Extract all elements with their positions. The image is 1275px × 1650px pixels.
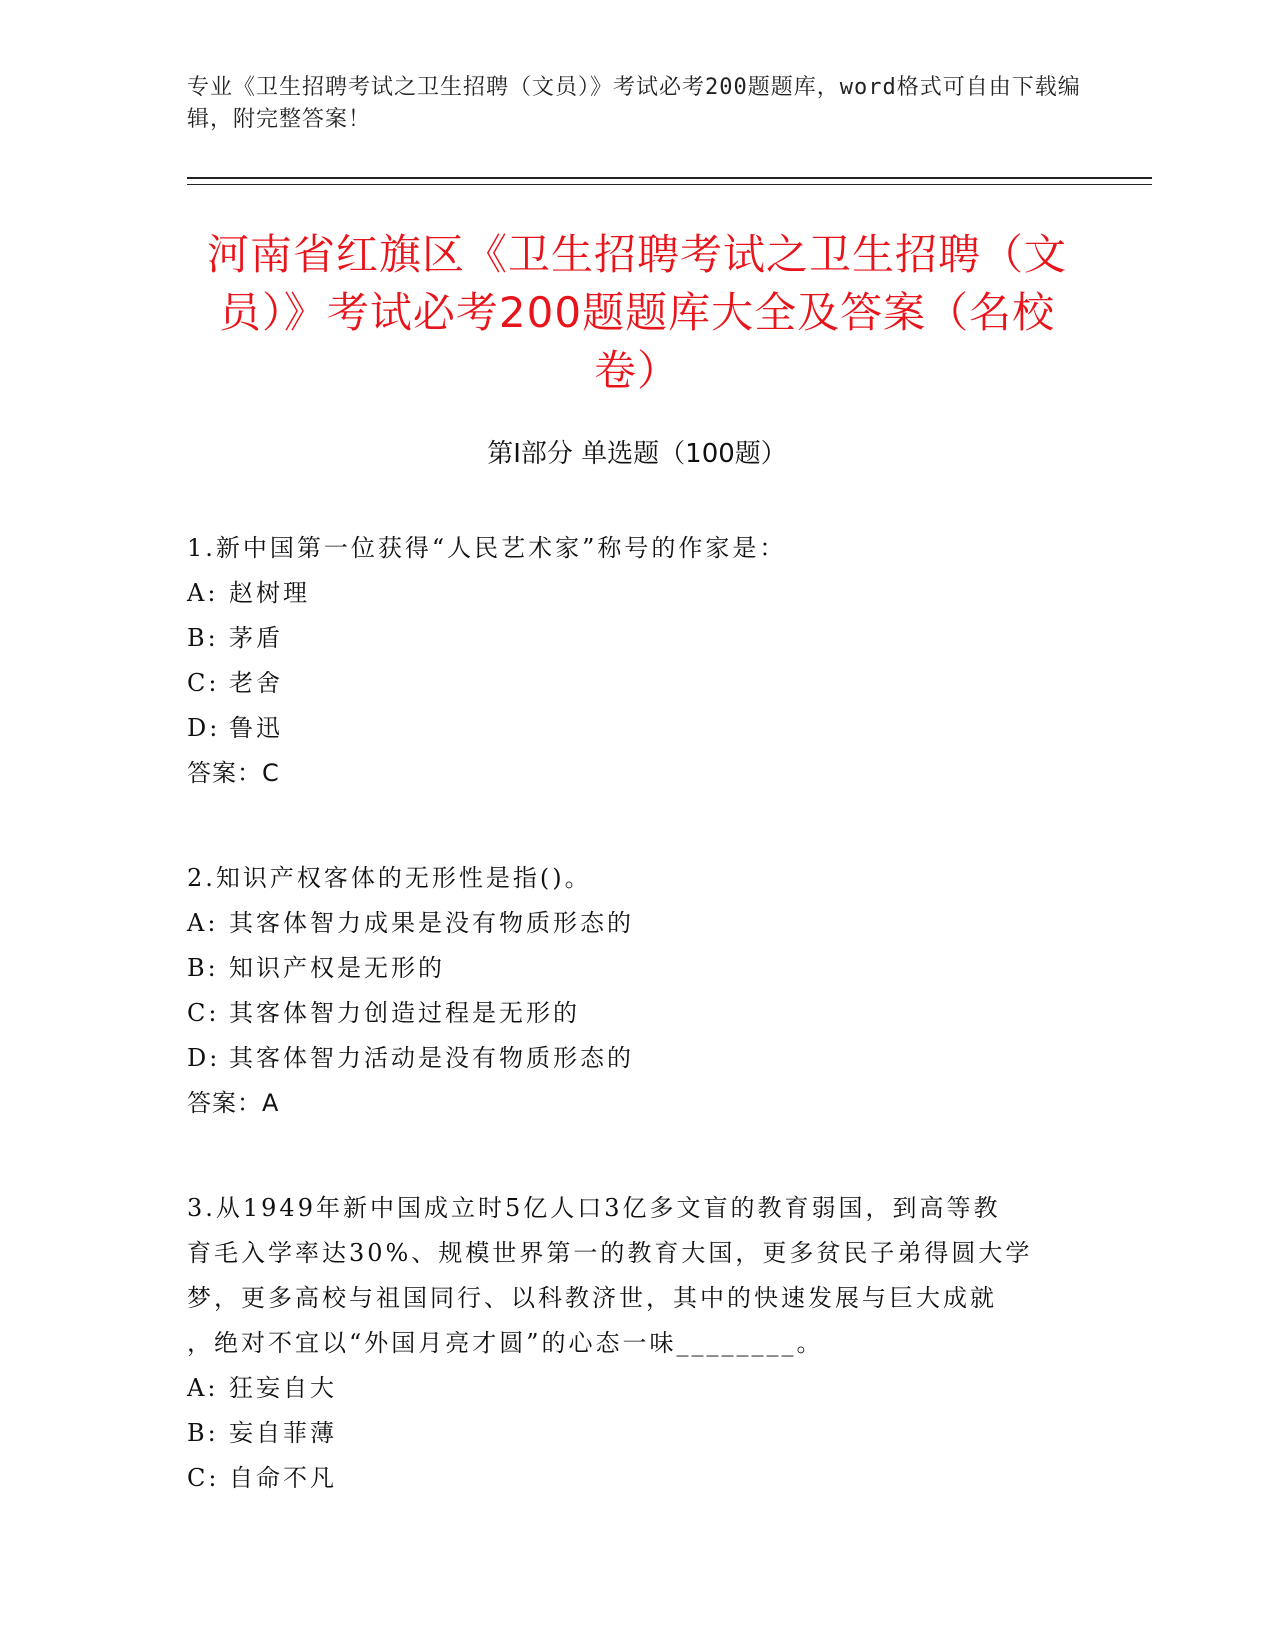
question-stem: 2.知识产权客体的无形性是指()。 <box>187 864 592 892</box>
document-title: 河南省红旗区《卫生招聘考试之卫生招聘（文员）》考试必考200题题库大全及答案（名校卷） <box>206 230 1067 395</box>
question-stem-line: 梦，更多高校与祖国同行、以科教济世，其中的快速发展与巨大成就 <box>187 1284 997 1312</box>
answer: 答案：C <box>187 759 280 787</box>
option-text: 赵树理 <box>229 579 310 607</box>
question-stem: 1.新中国第一位获得“人民艺术家”称号的作家是： <box>187 534 787 562</box>
option-text: 知识产权是无形的 <box>229 954 445 982</box>
option-b <box>187 946 1087 991</box>
option-text: 茅盾 <box>229 624 283 652</box>
option-d <box>187 706 1087 751</box>
option-b <box>187 616 1087 661</box>
header-rule-thin <box>187 184 1152 185</box>
option-letter: B: <box>187 1419 219 1447</box>
option-letter: A: <box>187 1374 219 1402</box>
option-a <box>187 1366 1087 1411</box>
question-1 <box>187 526 1087 796</box>
option-c <box>187 991 1087 1036</box>
section-title: 第Ⅰ部分 单选题（100题） <box>487 439 787 469</box>
option-letter: B: <box>187 624 219 652</box>
question-stem-line: 育毛入学率达30%、规模世界第一的教育大国，更多贫民子弟得圆大学 <box>187 1239 1033 1267</box>
option-a <box>187 571 1087 616</box>
option-letter: A: <box>187 909 219 937</box>
option-letter: C: <box>187 1464 220 1492</box>
header-note: 专业《卫生招聘考试之卫生招聘（文员）》考试必考200题题库，word格式可自由下载编辑，附完整答案！ <box>187 75 1081 132</box>
question-stem-line: 3.从1949年新中国成立时5亿人口3亿多文盲的教育弱国，到高等教 <box>187 1194 1001 1222</box>
answer: 答案：A <box>187 1089 280 1117</box>
option-letter: B: <box>187 954 219 982</box>
question-2 <box>187 856 1087 1126</box>
option-text: 妄自菲薄 <box>229 1419 337 1447</box>
option-c <box>187 661 1087 706</box>
option-letter: D: <box>187 714 221 742</box>
option-b <box>187 1411 1087 1456</box>
option-letter: D: <box>187 1044 221 1072</box>
question-3 <box>187 1186 1087 1501</box>
option-c <box>187 1456 1087 1501</box>
option-d <box>187 1036 1087 1081</box>
option-text: 其客体智力成果是没有物质形态的 <box>229 909 634 937</box>
option-text: 鲁迅 <box>229 714 283 742</box>
option-text: 其客体智力创造过程是无形的 <box>229 999 580 1027</box>
option-a <box>187 901 1087 946</box>
option-letter: A: <box>187 579 219 607</box>
option-text: 老舍 <box>229 669 283 697</box>
option-text: 狂妄自大 <box>229 1374 337 1402</box>
option-letter: C: <box>187 669 220 697</box>
option-letter: C: <box>187 999 220 1027</box>
header-rule-thick <box>187 177 1152 179</box>
option-text: 自命不凡 <box>229 1464 337 1492</box>
question-stem-line: ，绝对不宜以“外国月亮才圆”的心态一味________。 <box>187 1329 824 1357</box>
question-list <box>187 526 1087 1561</box>
option-text: 其客体智力活动是没有物质形态的 <box>229 1044 634 1072</box>
